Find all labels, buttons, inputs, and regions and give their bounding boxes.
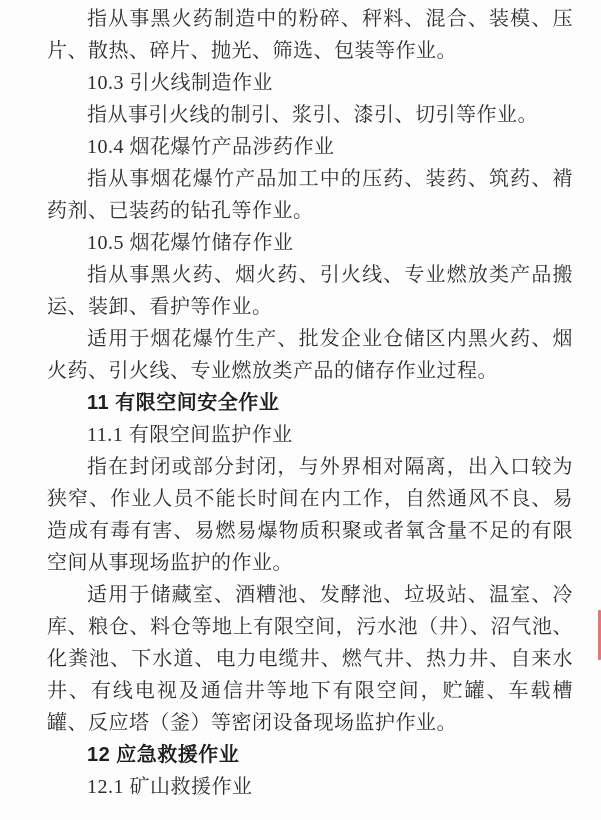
paragraph-storage-operations: 指从事黑火药、烟火药、引火线、专业燃放类产品搬运、装卸、看护等作业。 — [47, 264, 573, 318]
paragraph-pyrotechnic-charging: 指从事烟花爆竹产品加工中的压药、装药、筑药、褙药剂、已装药的钻孔等作业。 — [47, 168, 573, 222]
section-heading-10-4: 10.4 烟花爆竹产品涉药作业 — [87, 136, 335, 158]
paragraph-black-powder-operations: 指从事黑火药制造中的粉碎、秤料、混合、装模、压片、散热、碎片、抛光、筛选、包装等作业。 — [47, 8, 573, 62]
section-heading-11-1: 11.1 有限空间监护作业 — [87, 424, 293, 446]
paragraph-confined-space-scope: 适用于储藏室、酒糟池、发酵池、垃圾站、温室、冷库、粮仓、料仓等地上有限空间，污水池（井）、沼气池、化粪池、下水道、电力电缆井、燃气井、热力井、自来水井、有线电视及通信井等地下有限空间，贮罐、车载槽罐、反应塔（釜）等密闭设备现场监护作业。 — [47, 584, 573, 734]
section-heading-12-1: 12.1 矿山救援作业 — [87, 776, 253, 798]
section-heading-10-3: 10.3 引火线制造作业 — [87, 72, 273, 94]
chapter-heading-12: 12 应急救援作业 — [87, 744, 240, 766]
paragraph-confined-space-definition: 指在封闭或部分封闭，与外界相对隔离，出入口较为狭窄、作业人员不能长时间在内工作，自然通风不良、易造成有毒有害、易燃易爆物质积聚或者氧含量不足的有限空间从事现场监护的作业。 — [47, 456, 573, 574]
document-body — [47, 3, 573, 803]
chapter-heading-11: 11 有限空间安全作业 — [87, 392, 280, 414]
paragraph-storage-scope: 适用于烟花爆竹生产、批发企业仓储区内黑火药、烟火药、引火线、专业燃放类产品的储存作业过程。 — [47, 328, 573, 382]
section-heading-10-5: 10.5 烟花爆竹储存作业 — [87, 232, 294, 254]
paragraph-fuse-manufacturing: 指从事引火线的制引、浆引、漆引、切引等作业。 — [87, 104, 538, 126]
